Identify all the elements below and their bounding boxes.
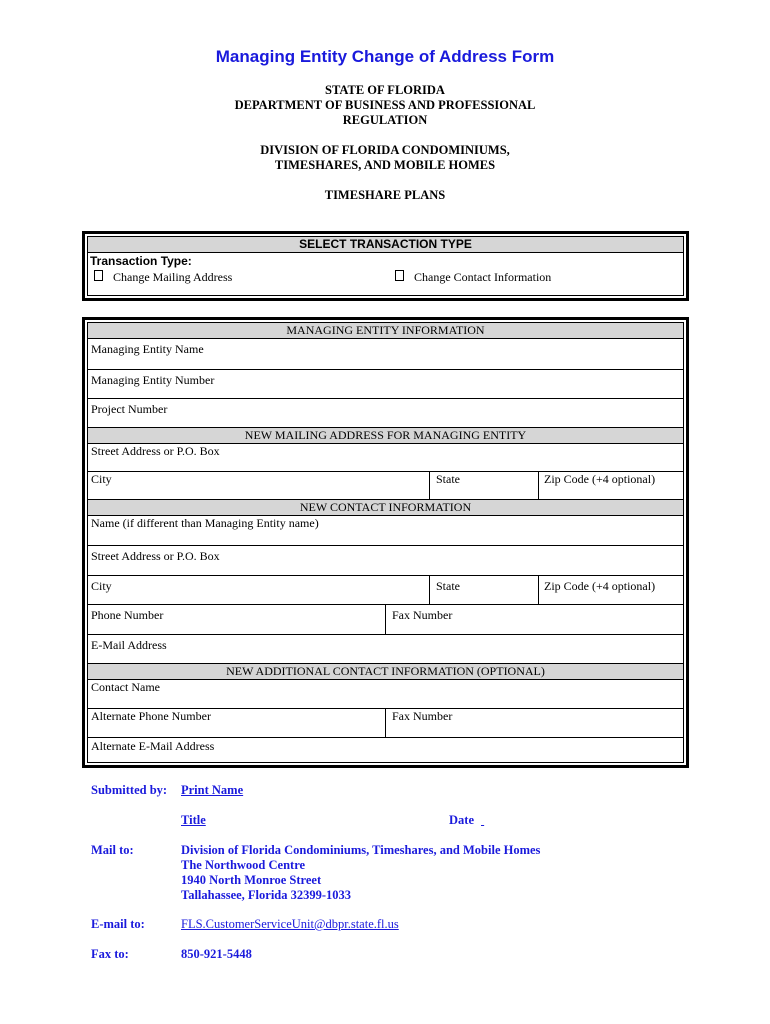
mail-address-line-3: 1940 North Monroe Street: [181, 873, 322, 887]
transaction-band: SELECT TRANSACTION TYPE: [88, 237, 683, 253]
entity-info-section: [82, 317, 689, 768]
mailing-street-field[interactable]: [88, 444, 683, 472]
contact-street-field[interactable]: [88, 546, 683, 576]
date-line[interactable]: [481, 813, 562, 828]
transaction-type-label: Transaction Type:: [90, 254, 192, 268]
title-label: Title: [181, 813, 206, 827]
change-mailing-label: Change Mailing Address: [113, 270, 233, 284]
contact-phone-label[interactable]: Phone Number: [91, 608, 164, 622]
change-contact-label: Change Contact Information: [414, 270, 552, 284]
additional-name-label: Contact Name: [91, 680, 160, 694]
mailing-state-label[interactable]: State: [436, 472, 460, 486]
contact-band: NEW CONTACT INFORMATION: [88, 500, 683, 516]
additional-phone-label[interactable]: Alternate Phone Number: [91, 709, 211, 723]
entity-number-label: Managing Entity Number: [91, 373, 215, 387]
fax-number: 850-921-5448: [181, 947, 252, 961]
entity-number-field[interactable]: [88, 370, 683, 399]
additional-email-label: Alternate E-Mail Address: [91, 739, 215, 753]
header-regulation: REGULATION: [342, 113, 428, 127]
change-mailing-checkbox[interactable]: [94, 270, 103, 281]
mail-address-line-4: Tallahassee, Florida 32399-1033: [181, 888, 352, 902]
project-number-label: Project Number: [91, 402, 168, 416]
transaction-type-section: [82, 231, 689, 301]
header-state: STATE OF FLORIDA: [325, 83, 445, 97]
mailing-band: NEW MAILING ADDRESS FOR MANAGING ENTITY: [88, 428, 683, 444]
mailing-zip-label[interactable]: Zip Code (+4 optional): [544, 472, 656, 486]
contact-zip-label[interactable]: Zip Code (+4 optional): [544, 579, 656, 593]
print-name-line[interactable]: [181, 783, 565, 798]
change-contact-checkbox[interactable]: [395, 270, 404, 281]
additional-fax-label[interactable]: Fax Number: [392, 709, 453, 723]
additional-name-field[interactable]: [88, 680, 683, 709]
submitted-by-label: Submitted by:: [91, 783, 168, 797]
header-division-2: TIMESHARES, AND MOBILE HOMES: [274, 158, 496, 172]
entity-name-label: Managing Entity Name: [91, 342, 204, 356]
title-line[interactable]: [181, 813, 446, 828]
contact-email-label: E-Mail Address: [91, 638, 167, 652]
fax-to-label: Fax to:: [91, 947, 129, 961]
header-department: DEPARTMENT OF BUSINESS AND PROFESSIONAL: [234, 98, 536, 112]
entity-name-field[interactable]: [88, 339, 683, 370]
contact-city-label[interactable]: City: [91, 579, 112, 593]
mail-to-label: Mail to:: [91, 843, 134, 857]
additional-band: NEW ADDITIONAL CONTACT INFORMATION (OPTIONAL): [88, 664, 683, 680]
email-link[interactable]: FLS.CustomerServiceUnit@dbpr.state.fl.us: [181, 917, 399, 931]
contact-fax-label[interactable]: Fax Number: [392, 608, 453, 622]
project-number-field[interactable]: [88, 399, 683, 428]
contact-email-field[interactable]: [88, 635, 683, 664]
contact-state-label[interactable]: State: [436, 579, 460, 593]
form-title: Managing Entity Change of Address Form: [215, 47, 555, 66]
header-timeshare-plans: TIMESHARE PLANS: [324, 188, 446, 202]
contact-city-state-zip-row: [88, 576, 683, 605]
email-to-label: E-mail to:: [91, 917, 145, 931]
mailing-city-state-zip-row: [88, 472, 683, 500]
entity-band: MANAGING ENTITY INFORMATION: [88, 323, 683, 339]
additional-email-field[interactable]: [88, 738, 683, 766]
contact-street-label: Street Address or P.O. Box: [91, 549, 220, 563]
additional-phone-fax-row: [88, 709, 683, 738]
contact-phone-fax-row: [88, 605, 683, 635]
header-division: DIVISION OF FLORIDA CONDOMINIUMS,: [260, 143, 510, 157]
print-name-label: Print Name: [181, 783, 244, 797]
mailing-street-label: Street Address or P.O. Box: [91, 444, 220, 458]
mail-address-line-2: The Northwood Centre: [181, 858, 306, 872]
mail-address-line-1: Division of Florida Condominiums, Timeshares, and Mobile Homes: [181, 843, 541, 857]
date-label: Date: [449, 813, 474, 827]
contact-name-label: Name (if different than Managing Entity name): [91, 516, 319, 530]
contact-name-field[interactable]: [88, 516, 683, 546]
mailing-city-label[interactable]: City: [91, 472, 112, 486]
